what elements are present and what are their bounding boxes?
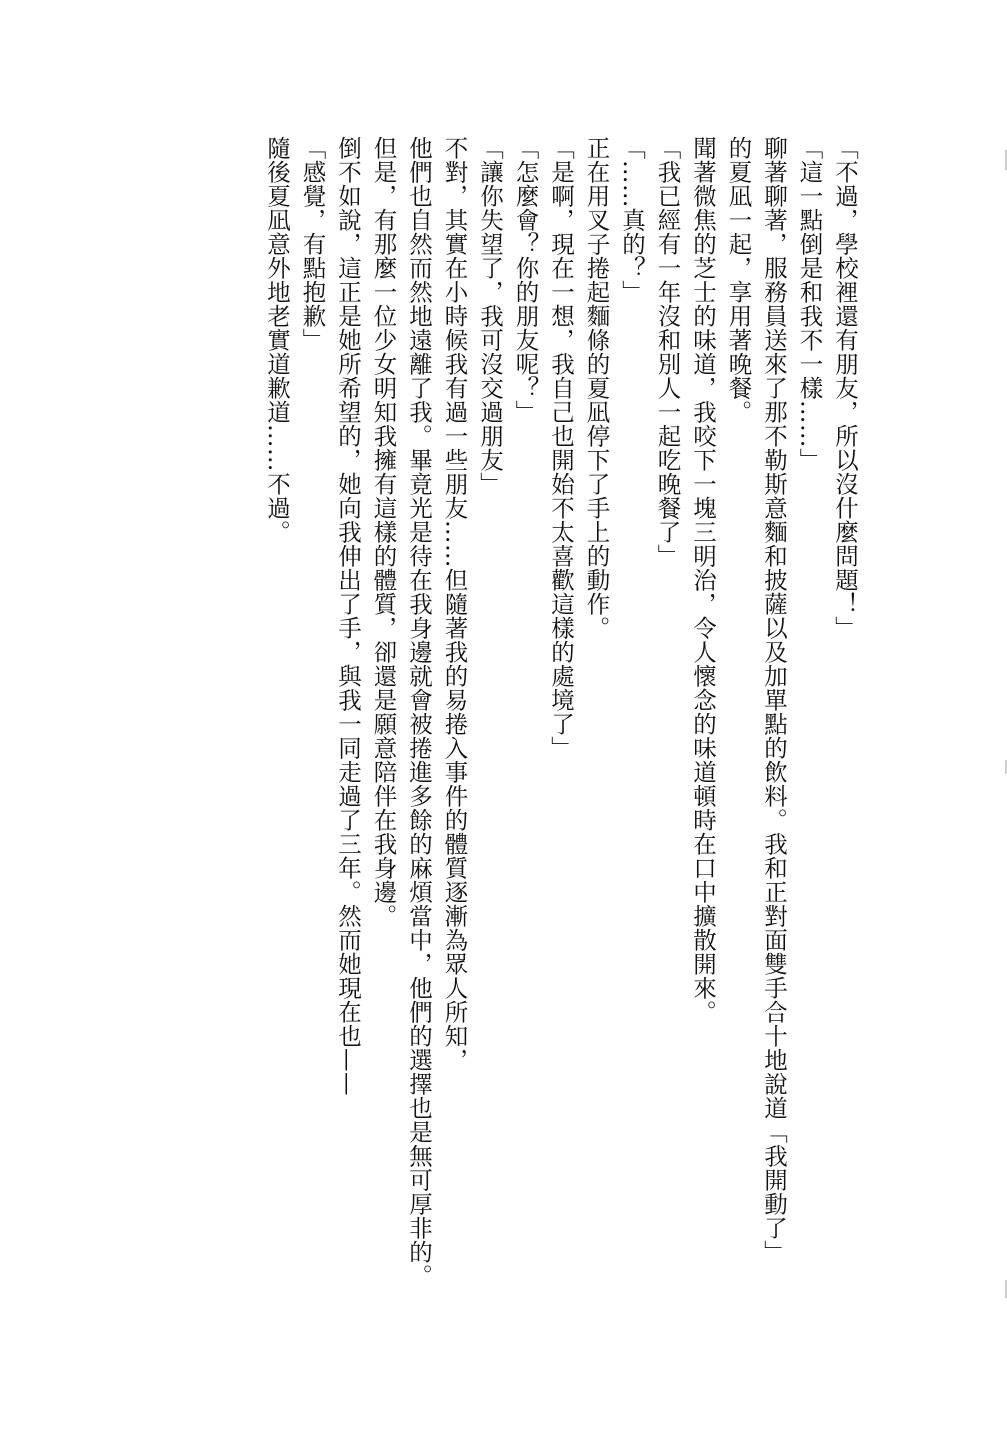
text-line-1: 「不過，學校裡還有朋友，所以沒什麼問題！」 bbox=[831, 136, 859, 640]
text-line-11: 「讓你失望了，我可沒交過朋友」 bbox=[476, 136, 504, 496]
text-line-6: 「我已經有一年沒和別人一起吃晚餐了」 bbox=[653, 136, 682, 568]
text-line-16: 「感覺，有點抱歉」 bbox=[298, 136, 327, 352]
vertical-text-block bbox=[259, 136, 863, 1361]
text-line-14: 但是，有那麼一位少女明知我擁有這樣的體質，卻還是願意陪伴在我身邊。 bbox=[369, 136, 398, 928]
text-line-10: 「怎麼會？你的朋友呢？」 bbox=[511, 136, 540, 424]
text-line-7: 「……真的？」 bbox=[618, 136, 646, 304]
text-line-13: 他們也自然而然地遠離了我。畢竟光是待在我身邊就會被捲進多餘的麻煩當中，他們的選擇也是無可厚非的。 bbox=[405, 136, 433, 1288]
text-line-3: 聊著聊著，服務員送來了那不勒斯意麵和披薩以及加單點的飲料。我和正對面雙手合十地說道「我開動了」 bbox=[760, 136, 788, 1264]
text-line-4: 的夏凪一起，享用著晚餐。 bbox=[724, 136, 753, 424]
text-line-15: 倒不如說，這正是她所希望的，她向我伸出了手，與我一同走過了三年。然而她現在也—— bbox=[334, 136, 362, 1096]
text-line-17: 隨後夏凪意外地老實道歉道……不過。 bbox=[263, 136, 291, 544]
text-line-9: 「是啊，現在一想，我自己也開始不太喜歡這樣的處境了」 bbox=[547, 136, 575, 760]
text-line-2: 「這一點倒是和我不一樣……」 bbox=[795, 136, 824, 472]
text-line-5: 聞著微焦的芝士的味道，我咬下一塊三明治，令人懷念的味道頓時在口中擴散開來。 bbox=[689, 136, 717, 1024]
text-line-8: 正在用叉子捲起麵條的夏凪停下了手上的動作。 bbox=[582, 136, 611, 640]
text-line-12: 不對，其實在小時候我有過一些朋友……但隨著我的易捲入事件的體質逐漸為眾人所知， bbox=[440, 136, 469, 1072]
